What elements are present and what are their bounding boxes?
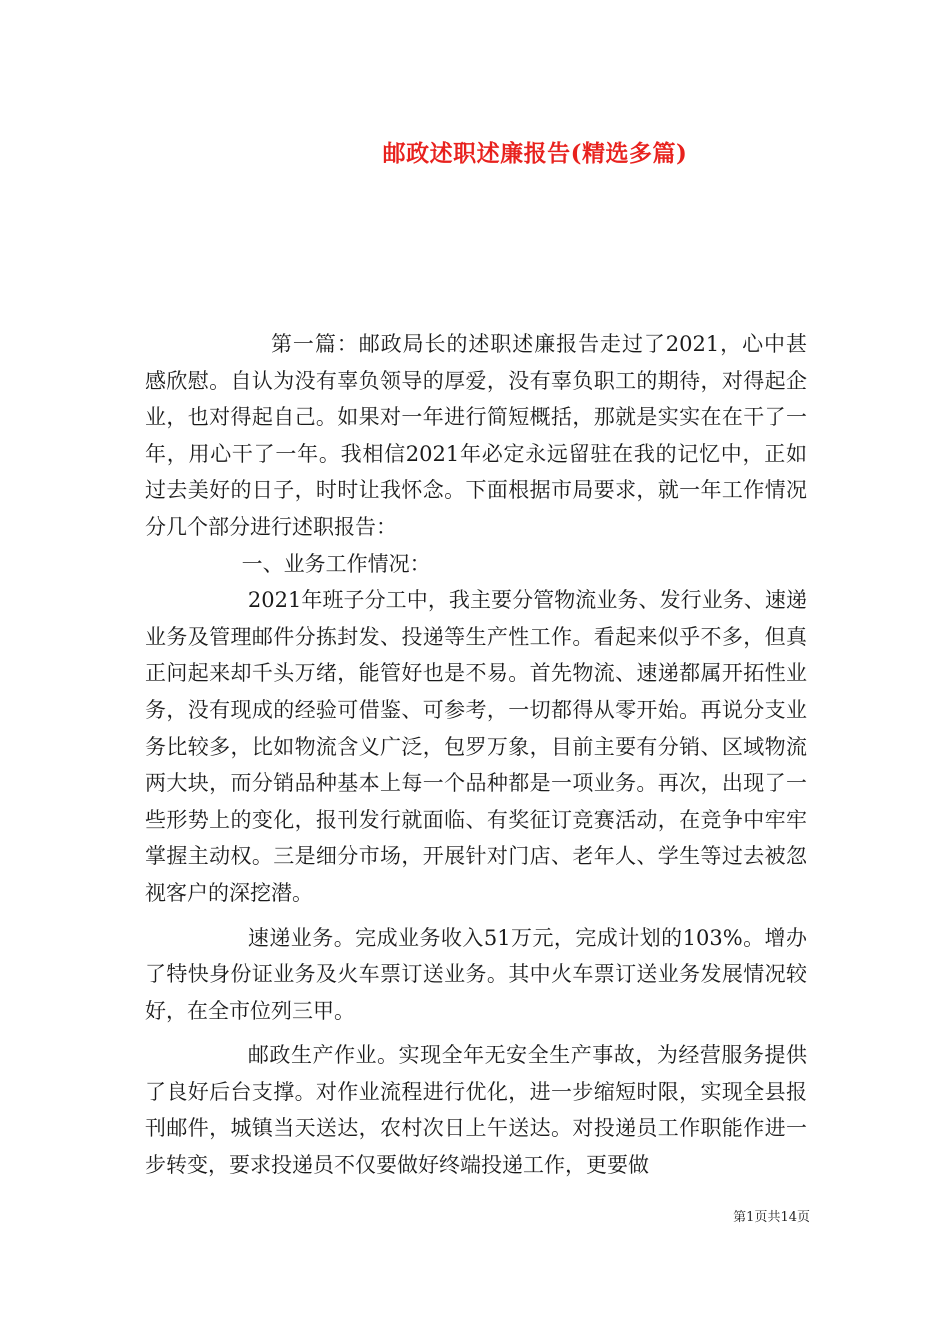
- document-title: 邮政述职述廉报告(精选多篇): [382, 140, 688, 167]
- document-body: [145, 326, 807, 1184]
- section-heading-business: 一、业务工作情况：: [241, 551, 431, 576]
- paragraph-express-business: 速递业务。完成业务收入51万元，完成计划的103%。增办了特快身份证业务及火车票订送业务。其中火车票订送业务发展情况较好，在全市位列三甲。: [145, 925, 807, 1023]
- paragraph-division-of-work: 2021年班子分工中，我主要分管物流业务、发行业务、速递业务及管理邮件分拣封发、投递等生产性工作。看起来似乎不多，但真正问起来却千头万绪，能管好也是不易。首先物流、速递都属开拓性业务，没有现成的经验可借鉴、可参考，一切都得从零开始。再说分支业务比较多，比如物流含义广泛，包罗万象，目前主要有分销、区域物流两大块，而分销品种基本上每一个品种都是一项业务。再次，出现了一些形势上的变化，报刊发行就面临、有奖征订竞赛活动，在竞争中牢牢掌握主动权。三是细分市场，开展针对门店、老年人、学生等过去被忽视客户的深挖潜。: [145, 588, 807, 905]
- paragraph-postal-production: 邮政生产作业。实现全年无安全生产事故，为经营服务提供了良好后台支撑。对作业流程进行优化，进一步缩短时限，实现全县报刊邮件，城镇当天送达，农村次日上午送达。对投递员工作职能作进一步转变，要求投递员不仅要做好终端投递工作，更要做: [145, 1043, 807, 1178]
- paragraph-intro: 第一篇：邮政局长的述职述廉报告走过了2021，心中甚感欣慰。自认为没有辜负领导的厚爱，没有辜负职工的期待，对得起企业，也对得起自己。如果对一年进行简短概括，那就是实实在在干了一年，用心干了一年。我相信2021年必定永远留驻在我的记忆中，正如过去美好的日子，时时让我怀念。下面根据市局要求，就一年工作情况分几个部分进行述职报告：: [145, 332, 807, 539]
- page-number-footer: 第1页共14页: [733, 1210, 810, 1225]
